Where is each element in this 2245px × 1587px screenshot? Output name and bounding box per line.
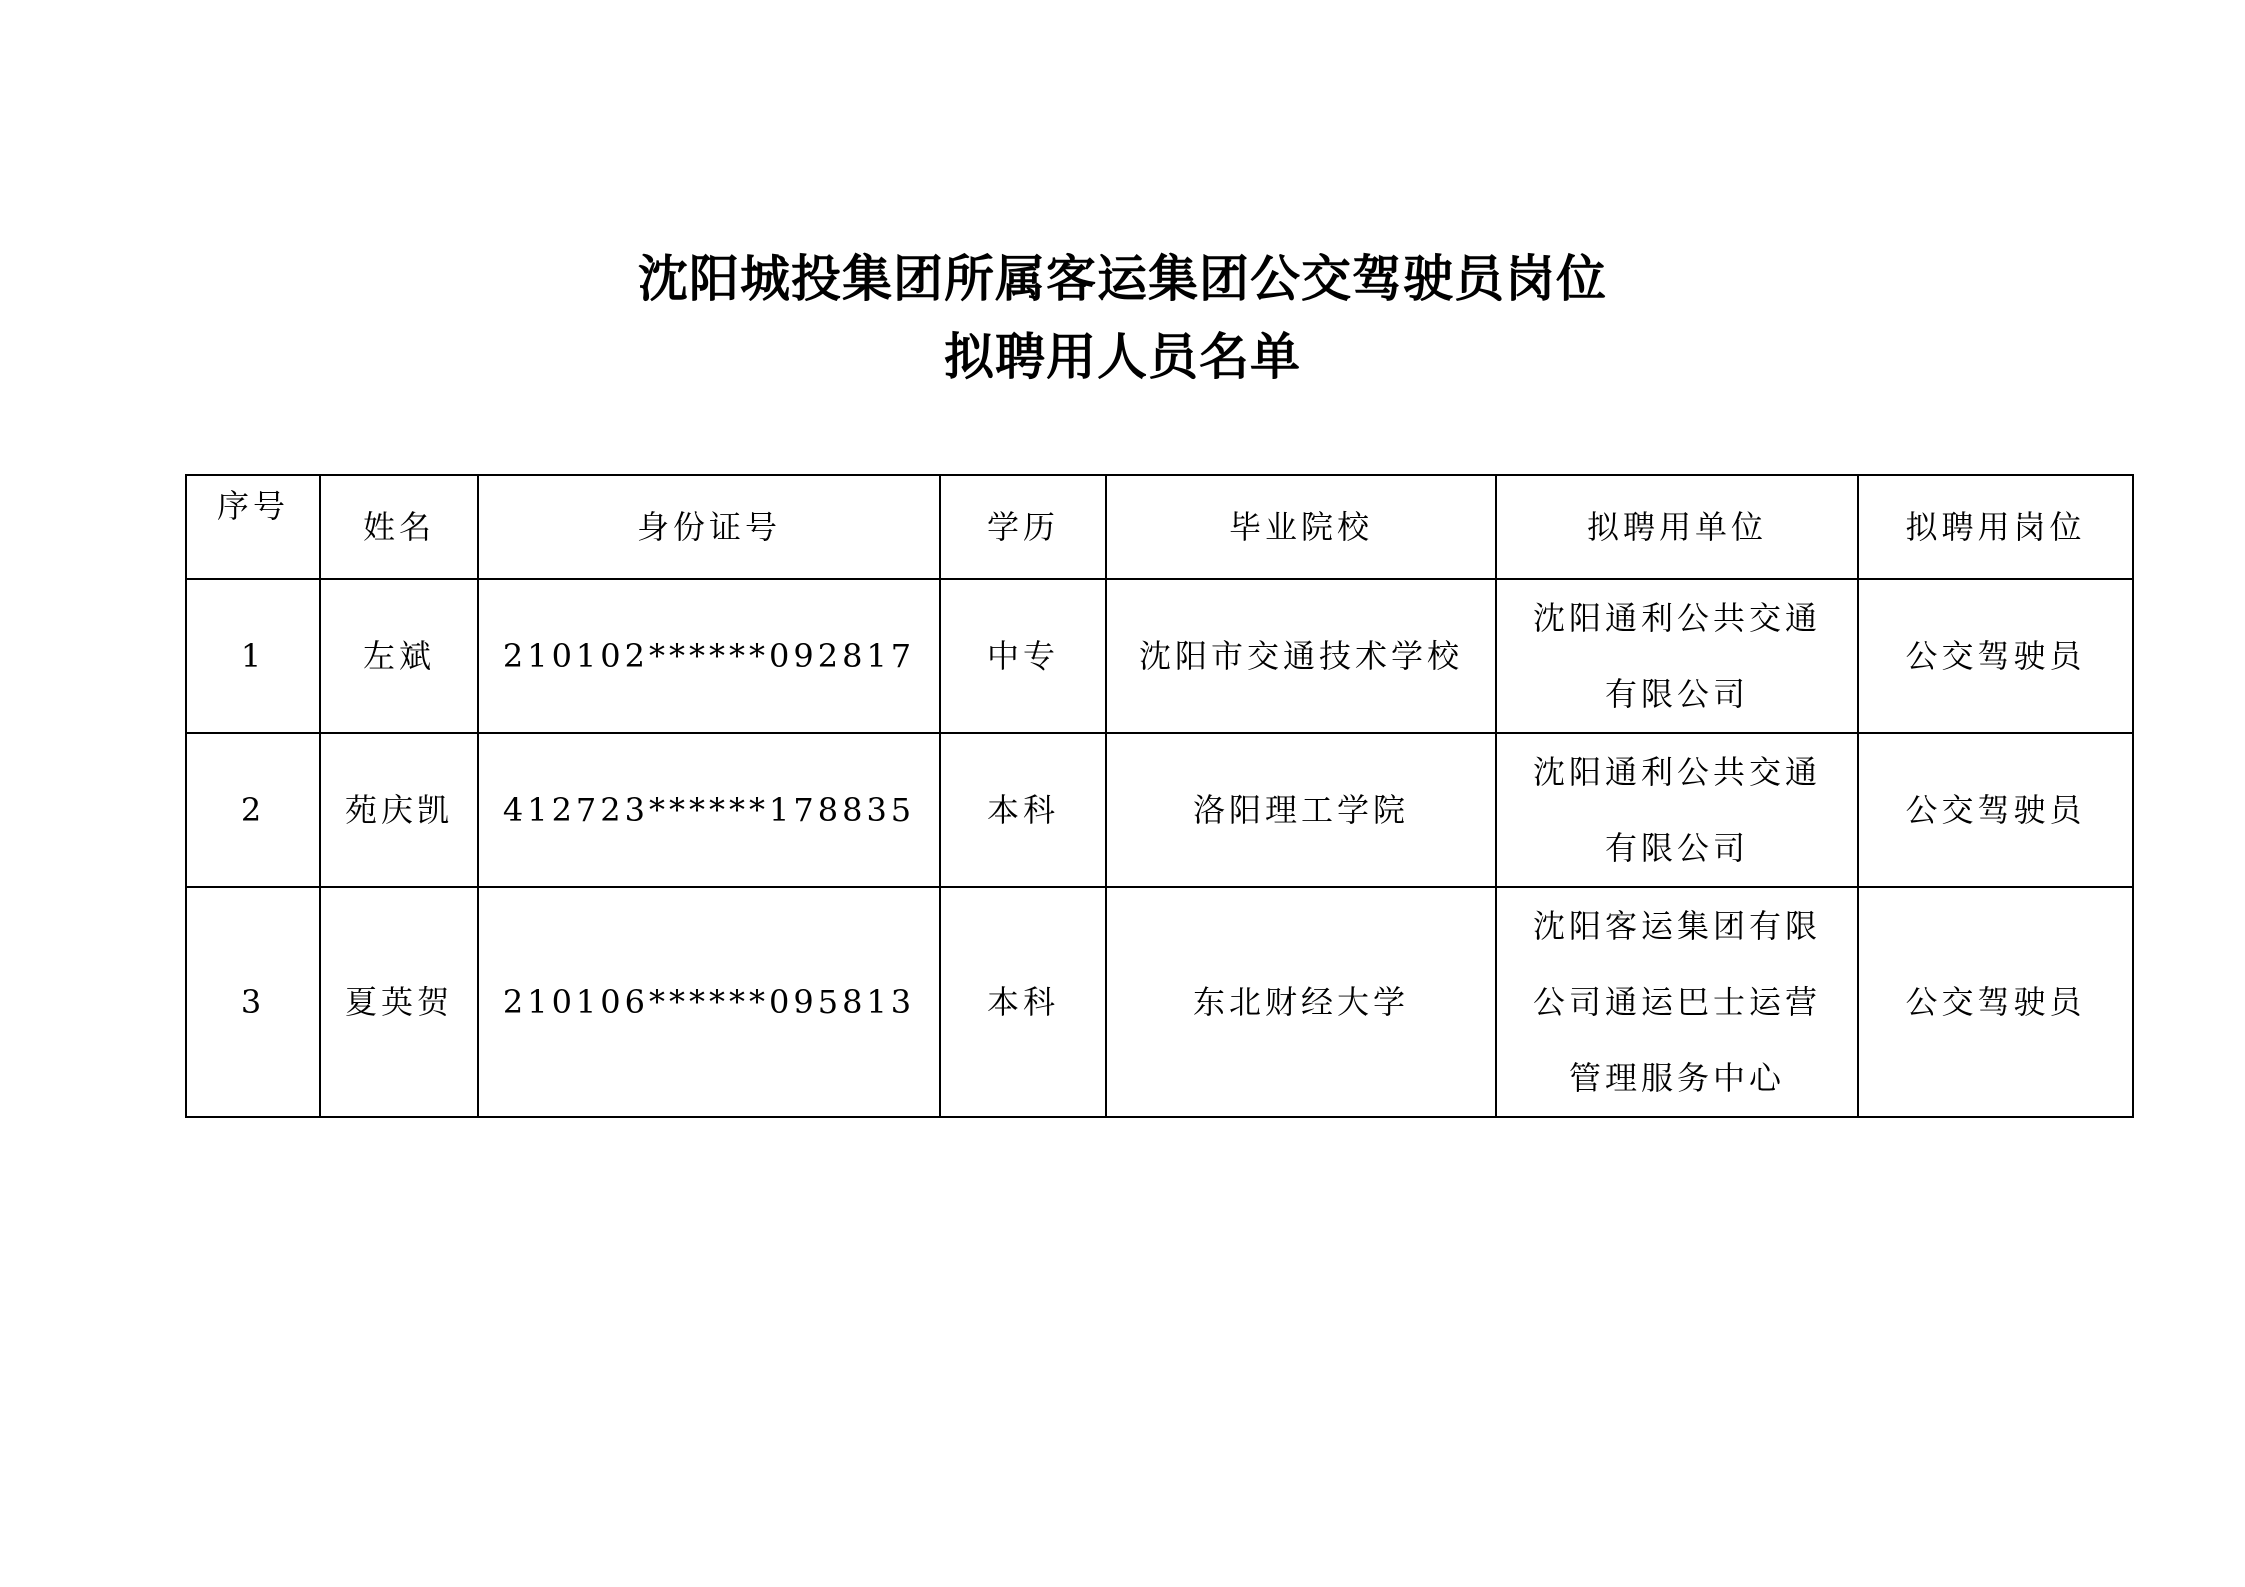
title-line-2: 拟聘用人员名单 — [944, 328, 1301, 386]
header-position: 拟聘用岗位 — [1858, 475, 2133, 579]
cell-unit — [1496, 579, 1858, 733]
cell-unit — [1496, 733, 1858, 887]
cell-education: 本科 — [940, 887, 1106, 1117]
header-unit: 拟聘用单位 — [1496, 475, 1858, 579]
table-row — [186, 733, 2133, 887]
header-education: 学历 — [940, 475, 1106, 579]
cell-school: 东北财经大学 — [1106, 887, 1496, 1117]
table-header-row — [186, 475, 2133, 579]
cell-unit — [1496, 887, 1858, 1117]
cell-unit-text: 沈阳客运集团有限 公司通运巴士运营 管理服务中心 — [1532, 907, 1821, 1097]
cell-seq: 2 — [186, 733, 320, 887]
cell-position: 公交驾驶员 — [1858, 579, 2133, 733]
cell-unit-text: 沈阳通利公共交通 有限公司 — [1532, 599, 1821, 713]
header-id-number: 身份证号 — [478, 475, 940, 579]
personnel-table — [185, 474, 2134, 1118]
cell-id-number: 210106******095813 — [478, 887, 940, 1117]
cell-education: 中专 — [940, 579, 1106, 733]
header-school: 毕业院校 — [1106, 475, 1496, 579]
cell-id-number: 210102******092817 — [478, 579, 940, 733]
cell-school: 沈阳市交通技术学校 — [1106, 579, 1496, 733]
cell-unit-text: 沈阳通利公共交通 有限公司 — [1532, 753, 1821, 867]
title-line-1: 沈阳城投集团所属客运集团公交驾驶员岗位 — [638, 250, 1607, 308]
cell-name: 苑庆凯 — [320, 733, 478, 887]
header-seq: 序号 — [186, 475, 320, 579]
cell-education: 本科 — [940, 733, 1106, 887]
cell-school: 洛阳理工学院 — [1106, 733, 1496, 887]
cell-id-number: 412723******178835 — [478, 733, 940, 887]
cell-name: 左斌 — [320, 579, 478, 733]
cell-position: 公交驾驶员 — [1858, 733, 2133, 887]
header-name: 姓名 — [320, 475, 478, 579]
cell-name: 夏英贺 — [320, 887, 478, 1117]
table-row — [186, 887, 2133, 1117]
cell-position: 公交驾驶员 — [1858, 887, 2133, 1117]
cell-seq: 1 — [186, 579, 320, 733]
cell-seq: 3 — [186, 887, 320, 1117]
document-title — [0, 240, 2245, 396]
table-row — [186, 579, 2133, 733]
